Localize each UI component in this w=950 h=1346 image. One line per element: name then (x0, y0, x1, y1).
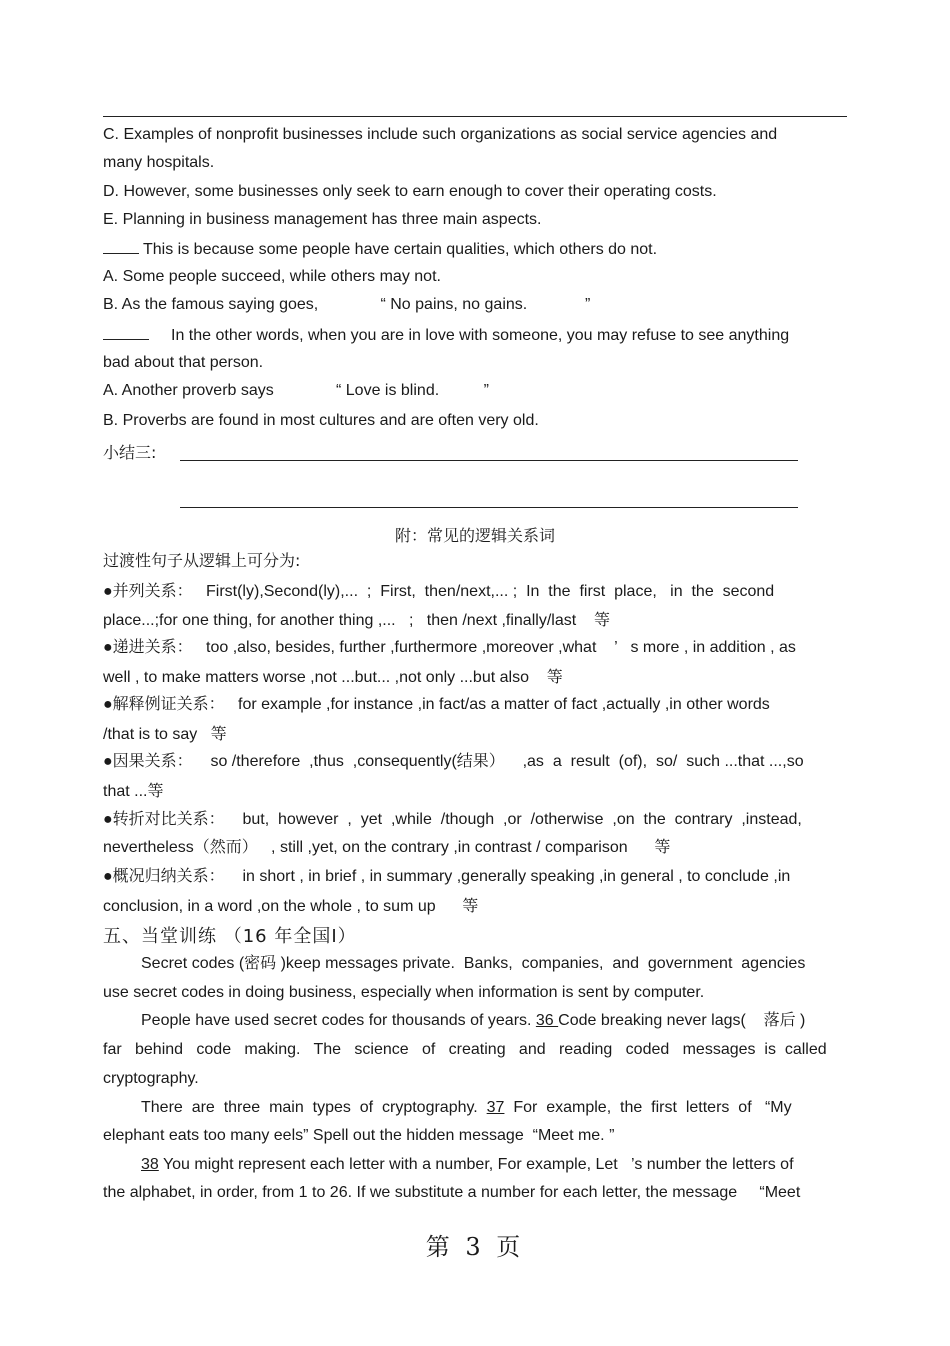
option-d: D. However, some businesses only seek to earn enough to cover their operating costs. (103, 183, 717, 200)
question-2-option-b: B. As the famous saying goes, “ No pains, no gains. ” (103, 296, 591, 313)
passage-paragraph-1-continued: use secret codes in doing business, especially when information is sent by computer. (103, 984, 705, 1001)
progressive-relation-continued: well , to make matters worse ,not ...but... ,not only ...but also 等 (103, 669, 563, 686)
cause-effect-relation: ●因果关系： so /therefore ,thus ,consequently(结果） ,as a result (of), so/ such ...that ...,so (103, 753, 804, 770)
summary-relation: ●概况归纳关系： in short , in brief , in summary ,generally speaking ,in general , to conclude ,in (103, 868, 791, 885)
summary-fill-line-2 (180, 507, 798, 508)
page-number: 第 3 页 (425, 1233, 525, 1261)
section-five-heading: 五、当堂训练 （16 年全国Ⅰ） (103, 926, 357, 947)
parallel-relation-continued: place...;for one thing, for another thing ,... ; then /next ,finally/last 等 (103, 612, 610, 629)
summary-label: 小结三: (103, 443, 157, 462)
contrast-relation: ●转折对比关系： but, however , yet ,while /though ,or /otherwise ,on the contrary ,instead, (103, 811, 802, 828)
passage-paragraph-2: People have used secret codes for thousands of years. 36 Code breaking never lags( 落后 ) (141, 1012, 806, 1029)
appendix-title: 附：常见的逻辑关系词 (394, 526, 555, 545)
option-c-continued: many hospitals. (103, 154, 215, 171)
question-3-option-b: B. Proverbs are found in most cultures and are often very old. (103, 412, 539, 429)
summary-fill-line-1 (180, 460, 798, 461)
passage-paragraph-4: 38 You might represent each letter with a number, For example, Let ’s number the letters of (141, 1156, 794, 1173)
passage-paragraph-2-end: cryptography. (103, 1070, 199, 1087)
progressive-relation: ●递进关系： too ,also, besides, further ,furthermore ,moreover ,what ’ s more , in addition , as (103, 639, 796, 656)
option-e: E. Planning in business management has three main aspects. (103, 211, 542, 228)
contrast-relation-continued: nevertheless（然而） , still ,yet, on the contrary ,in contrast / comparison 等 (103, 839, 671, 856)
question-3-option-a: A. Another proverb says “ Love is blind. ” (103, 382, 489, 399)
answer-blank (103, 239, 139, 254)
explanation-relation-continued: /that is to say 等 (103, 726, 227, 743)
question-2: This is because some people have certain qualities, which others do not. (103, 239, 848, 260)
appendix-intro: 过渡性句子从逻辑上可分为: (103, 551, 301, 570)
parallel-relation: ●并列关系： First(ly),Second(ly),... ; First, then/next,... ; In the first place, in the second (103, 583, 775, 600)
passage-paragraph-3: There are three main types of cryptography. 37 For example, the first letters of “My (141, 1099, 792, 1116)
passage-paragraph-2-continued: far behind code making. The science of creating and reading coded messages is called (103, 1041, 827, 1058)
summary-relation-continued: conclusion, in a word ,on the whole , to sum up 等 (103, 898, 479, 915)
passage-paragraph-4-continued: the alphabet, in order, from 1 to 26. If we substitute a number for each letter, the message “Meet (103, 1184, 801, 1201)
question-3: In the other words, when you are in love with someone, you may refuse to see anything (103, 325, 848, 346)
blank-36: 36 (535, 1012, 559, 1029)
blank-38: 38 (141, 1156, 159, 1173)
passage-paragraph-3-continued: elephant eats too many eels” Spell out the hidden message “Meet me. ” (103, 1127, 615, 1144)
option-c: C. Examples of nonprofit businesses include such organizations as social service agencies and (103, 126, 778, 143)
question-2-option-a: A. Some people succeed, while others may not. (103, 268, 441, 285)
passage-paragraph-1: Secret codes (密码 )keep messages private. Banks, companies, and government agencies (141, 955, 806, 972)
explanation-relation: ●解释例证关系： for example ,for instance ,in fact/as a matter of fact ,actually ,in other words (103, 696, 770, 713)
cause-effect-relation-continued: that ...等 (103, 783, 164, 800)
answer-blank (103, 325, 149, 340)
question-3-continued: bad about that person. (103, 354, 264, 371)
top-rule (103, 116, 847, 117)
blank-37: 37 (486, 1099, 505, 1116)
